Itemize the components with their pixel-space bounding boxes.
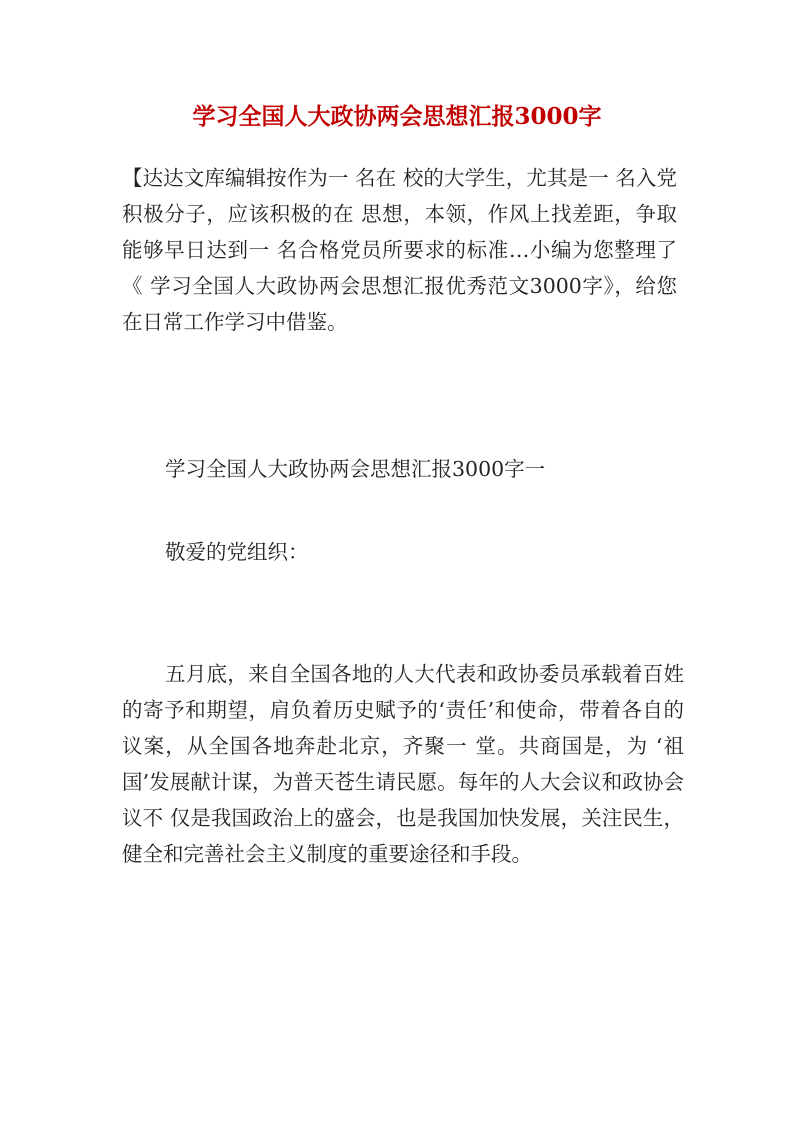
section-subtitle: 学习全国人大政协两会思想汇报3000字一 [165,457,546,481]
salutation: 敬爱的党组织： [165,540,309,564]
document-title: 学习全国人大政协两会思想汇报3000字 [192,103,602,130]
intro-paragraph: 【达达文库编辑按作为一 名在 校的大学生，尤其是一 名入党积极分子，应该积极的在 思想，本领，作风上找差距，争取能够早日达到一 名合格党员所要求的标准…小编为您整理了《 学习全国人大政协两会思想汇报优秀范文3000字》，给您在日常工作学习中借鉴。 [122,166,677,334]
body-paragraph: 五月底，来自全国各地的人大代表和政协委员承载着百姓的寄予和期望，肩负着历史赋予的‘责任’和使命，带着各自的议案，从全国各地奔赴北京，齐聚一 堂。共商国是，为 ‘祖国’发展献计谋，为普天苍生请民愿。每年的人大会议和政协会议不 仅是我国政治上的盛会，也是我国加快发展，关注民生，健全和完善社会主义制度的重要途径和手段。 [122,662,684,866]
